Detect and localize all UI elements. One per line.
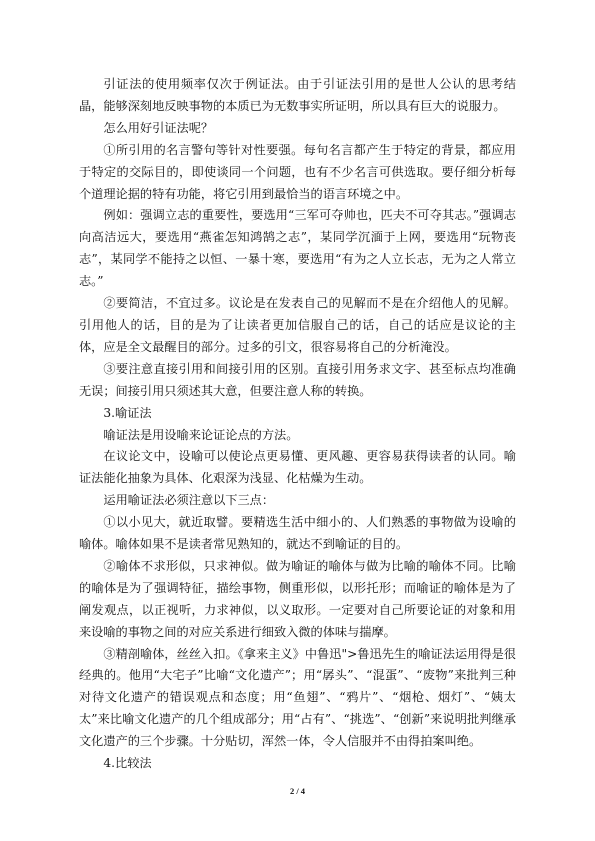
paragraph-citation-intro: 引证法的使用频率仅次于例证法。由于引证法引用的是世人公认的思考结晶，能够深刻地反映事物的本质已为无数事实所证明，所以具有巨大的说服力。: [79, 77, 516, 113]
paragraph-question: 怎么用好引证法呢？: [103, 120, 214, 135]
paragraph-metaphor-effect: 在议论文中，设喻可以使论点更易懂、更风趣、更容易获得读者的认同。喻证法能化抽象为具体、化艰深为浅显、化枯燥为生动。: [79, 449, 516, 486]
paragraph-point-2: ②要简洁，不宜过多。议论是在发表自己的见解而不是在介绍他人的见解。引用他人的话，目的是为了让读者更加信服自己的话，自己的话应是议论的主体，应是全文最醒目的部分。过多的引文，很容易将自己的分析淹没。: [79, 296, 516, 354]
page-number: 2 / 4: [289, 786, 306, 796]
paragraph-example: 例如：强调立志的重要性，要选用“三军可夺帅也，匹夫不可夺其志。”强调志向高洁远大，要选用“燕雀怎知鸿鹄之志”，某同学沉湎于上网，要选用“玩物丧志”，某同学不能持之以恒、一暴十寒，要选用“有为之人立长志，无为之人常立志。”: [79, 208, 516, 289]
section-heading-metaphor: 3.喻证法: [103, 405, 152, 420]
paragraph-point-1: ①所引用的名言警句等针对性要强。每句名言都产生于特定的背景，都应用于特定的交际目的，即使谈同一个问题，也有不少名言可供选取。要仔细分析每个道理论据的特有功能，将它引用到最恰当的语言环境之中。: [79, 142, 516, 201]
paragraph-metaphor-point-2: ②喻体不求形似，只求神似。做为喻证的喻体与做为比喻的喻体不同。比喻的喻体是为了强调特征，描绘事物，侧重形似，以形托形；而喻证的喻体是为了阐发观点，以正视听，力求神似，以义取形。一定要对自己所要论证的对象和用来设喻的事物之间的对应关系进行细致入微的体味与揣摩。: [79, 558, 516, 639]
paragraph-metaphor-point-3: ③精剖喻体，丝丝入扣。《拿来主义》中鲁迅">鲁迅先生的喻证法运用得是很经典的。他用“大宅子”比喻“文化遗产”；用“孱头”、“混蛋”、“废物”来批判三种对待文化遗产的错误观点和态度；用“鱼翅”、“鸦片”、“烟枪、烟灯”、“姨太太”来比喻文化遗产的几个组成部分；用“占有”、“挑选”、“创新”来说明批判继承文化遗产的三个步骤。十分贴切，浑然一体，令人信服并不由得拍案叫绝。: [79, 646, 516, 749]
paragraph-point-3: ③要注意直接引用和间接引用的区别。直接引用务求文字、甚至标点均准确无误；间接引用只须述其大意，但要注意人称的转换。: [79, 361, 516, 398]
paragraph-metaphor-point-1: ①以小见大，就近取譬。要精选生活中细小的、人们熟悉的事物做为设喻的喻体。喻体如果不是读者常见熟知的，就达不到喻证的目的。: [79, 515, 516, 552]
paragraph-metaphor-notes: 运用喻证法必须注意以下三点：: [103, 493, 275, 508]
section-heading-comparison: 4.比较法: [103, 756, 152, 771]
paragraph-metaphor-definition: 喻证法是用设喻来论证论点的方法。: [103, 427, 299, 442]
body-text: [79, 74, 516, 775]
